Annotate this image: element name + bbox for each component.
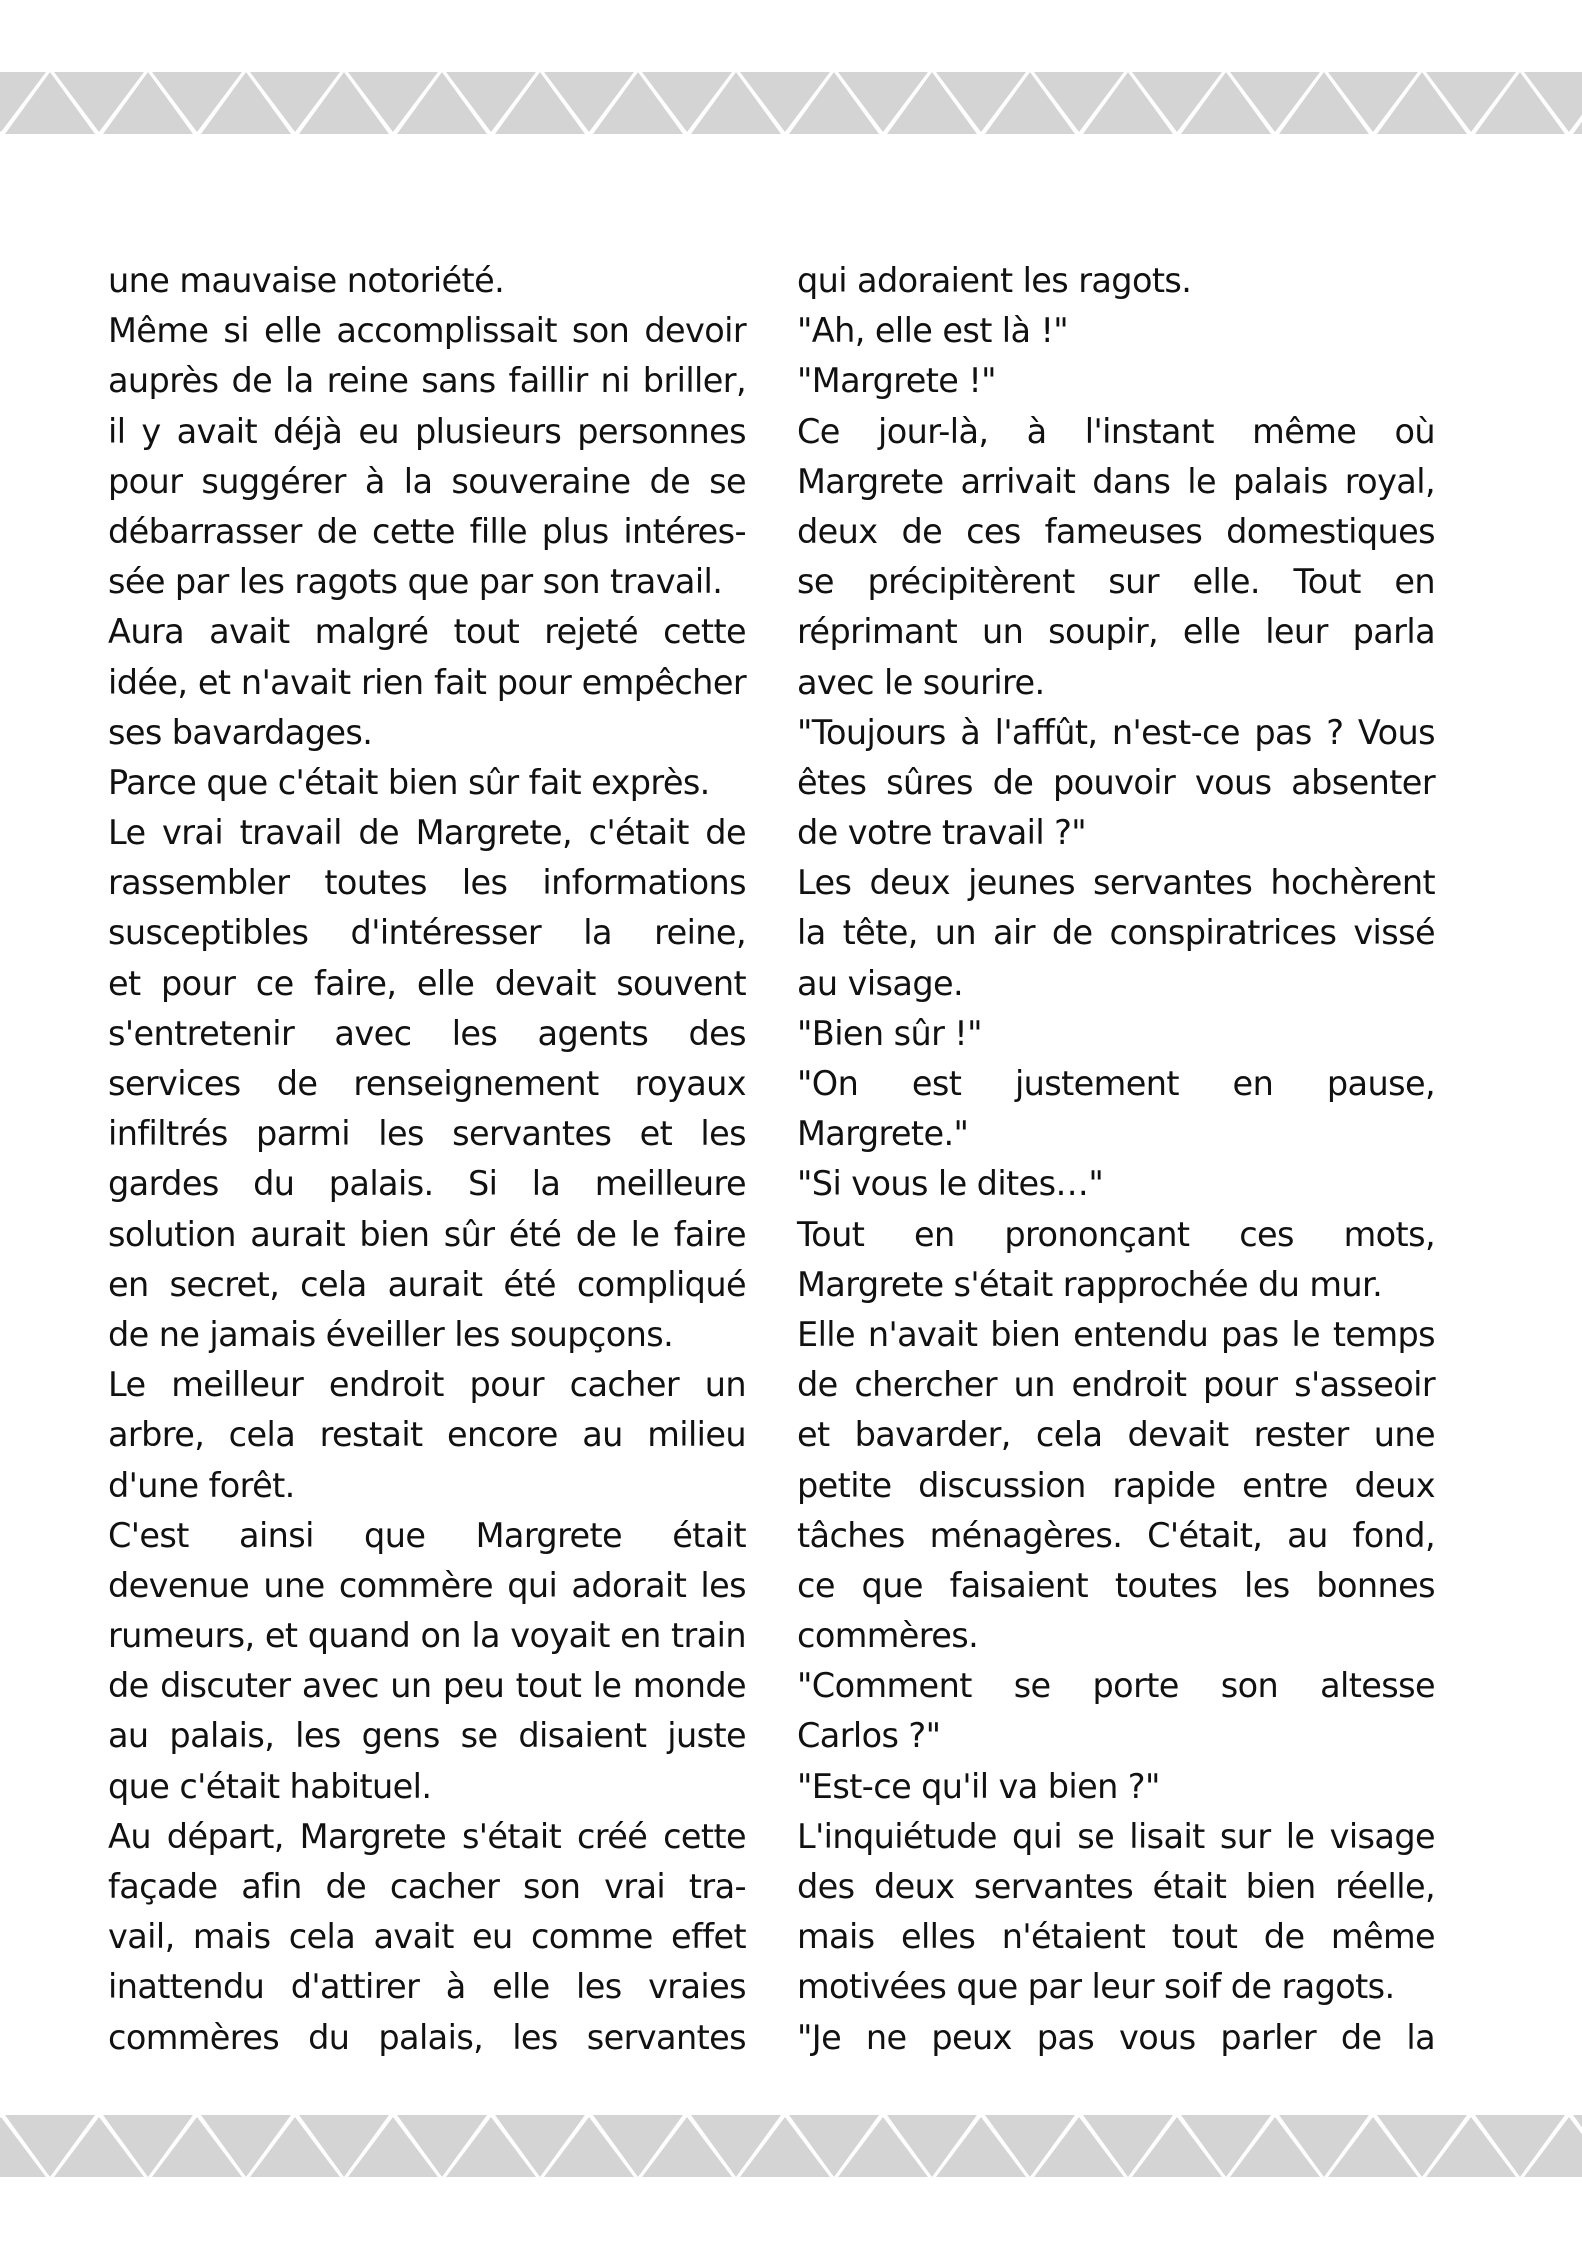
text-line: "Toujours à l'affût, n'est-ce pas ? Vous (797, 712, 1435, 752)
text-line: Même si elle accomplissait son devoir (108, 311, 746, 351)
text-line: de votre travail ?" (797, 813, 1087, 853)
text-line: services de renseignement royaux (108, 1064, 746, 1103)
text-line: d'une forêt. (108, 1465, 295, 1505)
text-line: façade afin de cacher son vrai tra- (108, 1867, 746, 1906)
text-line: infiltrés parmi les servantes et les (108, 1114, 746, 1154)
text-line: "Bien sûr !" (797, 1013, 982, 1053)
text-line: au visage. (797, 963, 964, 1003)
text-line: "Ah, elle est là !" (797, 311, 1069, 351)
text-line: tâches ménagères. C'était, au fond, (797, 1515, 1435, 1555)
text-line: Le meilleur endroit pour cacher un (108, 1365, 746, 1405)
text-line: auprès de la reine sans faillir ni briller, (108, 361, 746, 401)
text-line: "Margrete !" (797, 361, 996, 401)
text-line: sée par les ragots que par son travail. (108, 562, 723, 602)
text-line: deux de ces fameuses domestiques (797, 511, 1435, 551)
text-line: Elle n'avait bien entendu pas le temps (797, 1314, 1435, 1354)
text-line: et bavarder, cela devait rester une (797, 1415, 1435, 1455)
left-text-column (108, 256, 746, 2063)
text-line: Le vrai travail de Margrete, c'était de (108, 813, 746, 853)
text-line: êtes sûres de pouvoir vous absenter (797, 762, 1435, 802)
right-text-column (797, 256, 1435, 2063)
text-line: s'entretenir avec les agents des (108, 1013, 746, 1053)
text-line: gardes du palais. Si la meilleure (108, 1164, 746, 1204)
text-line: Ce jour-là, à l'instant même où (797, 411, 1435, 451)
text-line: rassembler toutes les informations (108, 863, 746, 903)
text-line: C'est ainsi que Margrete était (108, 1515, 746, 1555)
text-line: arbre, cela restait encore au milieu (108, 1415, 746, 1455)
text-line: avec le sourire. (797, 662, 1045, 702)
text-line: réprimant un soupir, elle leur parla (797, 612, 1435, 652)
text-line: "On est justement en pause, (797, 1064, 1435, 1103)
text-line: pour suggérer à la souveraine de se (108, 461, 746, 501)
text-line: L'inquiétude qui se lisait sur le visage (797, 1816, 1435, 1856)
text-line: de ne jamais éveiller les soupçons. (108, 1314, 674, 1354)
text-line: Margrete." (797, 1114, 969, 1154)
text-line: inattendu d'attirer à elle les vraies (108, 1967, 746, 2007)
text-line: il y avait déjà eu plusieurs personnes (108, 411, 746, 451)
text-line: petite discussion rapide entre deux (797, 1465, 1435, 1505)
text-line: et pour ce faire, elle devait souvent (108, 963, 746, 1003)
bottom-triangle-border (0, 2115, 1582, 2177)
text-line: vail, mais cela avait eu comme effet (108, 1917, 746, 1957)
text-line: de chercher un endroit pour s'asseoir (797, 1365, 1435, 1405)
text-line: "Je ne peux pas vous parler de la (797, 2017, 1435, 2057)
text-line: "Comment se porte son altesse (797, 1666, 1435, 1706)
text-line: motivées que par leur soif de ragots. (797, 1967, 1395, 2007)
text-line: commères du palais, les servantes (108, 2017, 746, 2057)
text-line: Margrete s'était rapprochée du mur. (797, 1264, 1383, 1304)
triangle-pattern-icon (0, 2115, 1582, 2177)
text-line: une mauvaise notoriété. (108, 261, 505, 300)
text-line: Margrete arrivait dans le palais royal, (797, 461, 1435, 501)
text-line: mais elles n'étaient tout de même (797, 1917, 1435, 1957)
text-line: "Si vous le dites…" (797, 1164, 1104, 1204)
text-line: commères. (797, 1616, 979, 1656)
text-line: solution aurait bien sûr été de le faire (108, 1214, 746, 1254)
text-line: qui adoraient les ragots. (797, 261, 1192, 300)
text-line: la tête, un air de conspiratrices vissé (797, 913, 1435, 953)
text-line: devenue une commère qui adorait les (108, 1565, 746, 1605)
text-line: "Est-ce qu'il va bien ?" (797, 1766, 1160, 1806)
text-line: Tout en prononçant ces mots, (797, 1214, 1435, 1254)
text-line: que c'était habituel. (108, 1766, 432, 1806)
text-line: ce que faisaient toutes les bonnes (797, 1565, 1435, 1605)
top-triangle-border (0, 72, 1582, 134)
text-line: se précipitèrent sur elle. Tout en (797, 562, 1435, 602)
text-line: susceptibles d'intéresser la reine, (108, 913, 746, 953)
text-line: Les deux jeunes servantes hochèrent (797, 863, 1435, 903)
text-line: ses bavardages. (108, 712, 373, 752)
text-line: des deux servantes était bien réelle, (797, 1867, 1435, 1906)
text-line: Aura avait malgré tout rejeté cette (108, 612, 746, 652)
text-line: rumeurs, et quand on la voyait en train (108, 1616, 746, 1656)
text-line: de discuter avec un peu tout le monde (108, 1666, 746, 1706)
text-line: débarrasser de cette fille plus intéres- (108, 511, 746, 551)
text-line: Au départ, Margrete s'était créé cette (108, 1816, 746, 1856)
text-line: idée, et n'avait rien fait pour empêcher (108, 662, 746, 702)
text-line: en secret, cela aurait été compliqué (108, 1264, 746, 1304)
text-line: Carlos ?" (797, 1716, 941, 1756)
text-line: Parce que c'était bien sûr fait exprès. (108, 762, 710, 802)
text-line: au palais, les gens se disaient juste (108, 1716, 746, 1756)
triangle-pattern-icon (0, 72, 1582, 134)
